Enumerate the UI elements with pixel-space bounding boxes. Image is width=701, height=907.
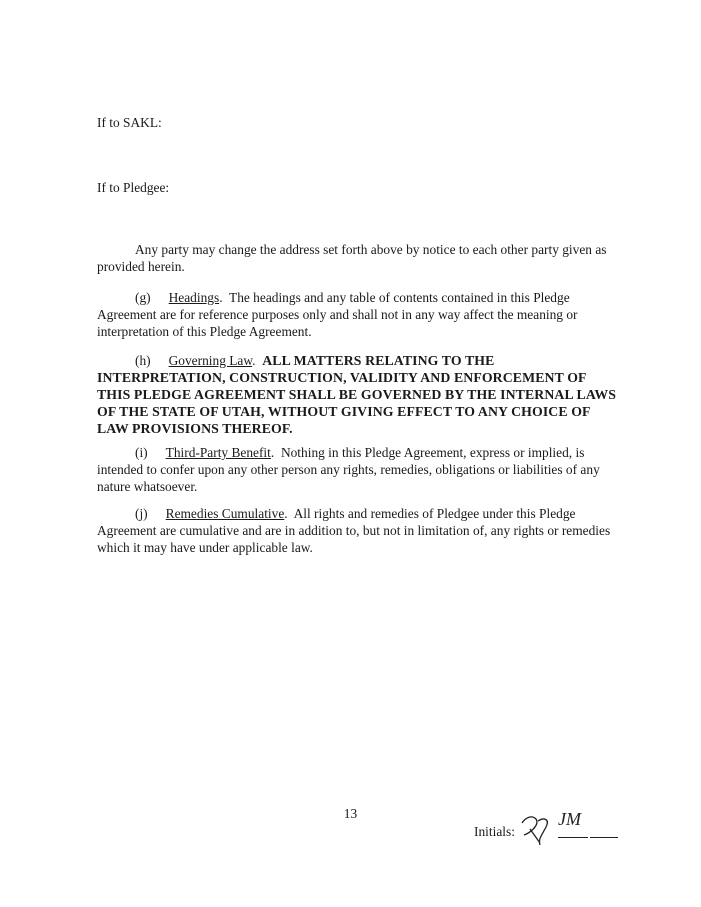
page-number: 13 — [343, 806, 358, 821]
section-heading: Remedies Cumulative — [165, 506, 285, 521]
section-text: All rights and remedies of Pledgee under this Pledge Agreement are cumulative and are in addition to, but not in limitation of, any rights or remedies which it may have under applicable law. — [97, 506, 611, 555]
section-letter: (h) — [135, 353, 151, 368]
notice-sakl: If to SAKL: — [97, 115, 162, 130]
section-text: The headings and any table of contents contained in this Pledge Agreement are for reference purposes only and shall not in any way affect the meaning or interpretation of this Pledge Agreement. — [97, 290, 578, 339]
notice-pledgee: If to Pledgee: — [97, 180, 170, 195]
section-heading: Headings — [168, 290, 220, 305]
initials-line-1 — [558, 837, 588, 838]
initials-block — [474, 809, 634, 849]
section-heading: Governing Law — [168, 353, 253, 368]
section-letter: (g) — [135, 290, 151, 305]
section-text: Nothing in this Pledge Agreement, express or implied, is intended to confer upon any other person any rights, remedies, obligations or liabilities of any nature whatsoever. — [97, 445, 600, 494]
address-change-paragraph: Any party may change the address set forth above by notice to each other party given as provided herein. — [97, 242, 607, 274]
section-third-party-benefit: (i) Third-Party Benefit. Nothing in this Pledge Agreement, express or implied, is intended to confer upon any other person any rights, remedies, obligations or liabilities of any nature whatsoever. — [97, 445, 600, 494]
signature-mark-2 — [554, 803, 594, 833]
section-headings: (g) Headings. The headings and any table of contents contained in this Pledge Agreement are for reference purposes only and shall not in any way affect the meaning or interpretation of this Pledge Agreement. — [97, 290, 578, 339]
initials-label: Initials: — [474, 824, 515, 839]
section-letter: (i) — [135, 445, 148, 460]
section-governing-law: (h) Governing Law. ALL MATTERS RELATING TO THE INTERPRETATION, CONSTRUCTION, VALIDITY AND ENFORCEMENT OF THIS PLEDGE AGREEMENT SHALL BE GOVERNED BY THE INTERNAL LAWS OF THE STATE OF UTAH, WITHOUT GIVING EFFECT TO ANY CHOICE OF LAW PROVISIONS THEREOF. — [97, 353, 617, 436]
svg-text:JM: JM — [558, 809, 581, 829]
initials-line-2 — [592, 837, 618, 838]
section-heading: Third-Party Benefit — [165, 445, 271, 460]
section-text: ALL MATTERS RELATING TO THE INTERPRETATION, CONSTRUCTION, VALIDITY AND ENFORCEMENT OF THIS PLEDGE AGREEMENT SHALL BE GOVERNED BY THE INTERNAL LAWS OF THE STATE OF UTAH, WITHOUT GIVING EFFECT TO ANY CHOICE OF LAW PROVISIONS THEREOF. — [97, 353, 617, 436]
section-remedies-cumulative: (j) Remedies Cumulative. All rights and remedies of Pledgee under this Pledge Agreement are cumulative and are in addition to, but not in limitation of, any rights or remedies which it may have under applicable law. — [97, 506, 611, 555]
section-letter: (j) — [135, 506, 148, 521]
